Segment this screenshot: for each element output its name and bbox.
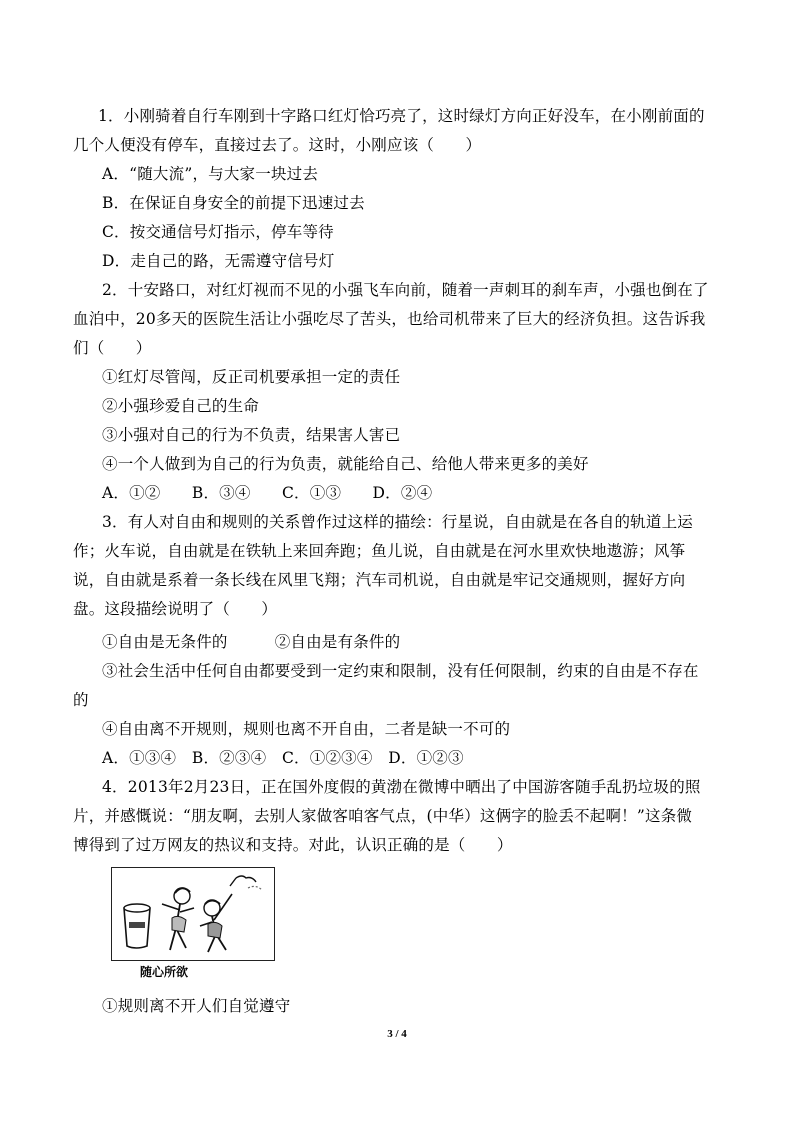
- figure-caption: 随心所欲: [139, 965, 188, 979]
- littering-cartoon-image: [112, 868, 274, 960]
- cartoon-figure: [111, 867, 275, 991]
- q3-statement-1-2: ①自由是无条件的 ②自由是有条件的: [102, 633, 401, 651]
- page-number: 3 / 4: [387, 1028, 407, 1040]
- q3-line-1: 3．有人对自由和规则的关系曾作过这样的描绘：行星说，自由就是在各自的轨道上运: [102, 513, 693, 531]
- q3-answer-options: A．①③④ B．②③④ C．①②③④ D．①②③: [102, 749, 464, 767]
- q2-statement-1: ①红灯尽管闯，反正司机要承担一定的责任: [102, 368, 401, 386]
- q1-option-d: D．走自己的路，无需遵守信号灯: [102, 252, 335, 270]
- q2-statement-2: ②小强珍爱自己的生命: [102, 397, 260, 415]
- q1-option-a: A．“随大流”，与大家一块过去: [102, 165, 319, 183]
- q4-statement-1: ①规则离不开人们自觉遵守: [102, 997, 291, 1015]
- q3-line-3: 说，自由就是系着一条长线在风里飞翔；汽车司机说，自由就是牢记交通规则，握好方向: [73, 571, 686, 589]
- q1-line-2: 几个人便没有停车，直接过去了。这时，小刚应该（ ）: [73, 136, 482, 154]
- q1-line-1: 1．小刚骑着自行车刚到十字路口红灯恰巧亮了，这时绿灯方向正好没车，在小刚前面的: [98, 107, 705, 125]
- q2-statement-3: ③小强对自己的行为不负责，结果害人害已: [102, 426, 401, 444]
- q1-option-c: C．按交通信号灯指示，停车等待: [102, 223, 334, 241]
- q4-line-3: 博得到了过万网友的热议和支持。对此，认识正确的是（ ）: [73, 836, 513, 854]
- q2-statement-4: ④一个人做到为自己的行为负责，就能给自己、给他人带来更多的美好: [102, 455, 589, 473]
- q3-line-2: 作；火车说，自由就是在铁轨上来回奔跑；鱼儿说，自由就是在河水里欢快地遨游；风筝: [73, 542, 686, 560]
- q2-line-3: 们（ ）: [73, 339, 152, 357]
- q2-answer-options: A．①② B．③④ C．①③ D．②④: [102, 484, 433, 502]
- q4-line-1: 4．2013年2月23日，正在国外度假的黄渤在微博中晒出了中国游客随手乱扔垃圾的照: [102, 778, 701, 796]
- q3-statement-3: ③社会生活中任何自由都要受到一定约束和限制，没有任何限制，约束的自由是不存在: [102, 662, 699, 680]
- cartoon-illustration: [111, 867, 275, 961]
- q4-line-2: 片，并感慨说：“朋友啊，去别人家做客咱客气点，(中华）这俩字的脸丢不起啊！”这条微: [73, 807, 693, 825]
- q2-line-2: 血泊中，20多天的医院生活让小强吃尽了苦头，也给司机带来了巨大的经济负担。这告诉我: [73, 310, 706, 328]
- q2-line-1: 2．十安路口，对红灯视而不见的小强飞车向前，随着一声刺耳的刹车声，小强也倒在了: [102, 281, 709, 299]
- q3-statement-4: ④自由离不开规则，规则也离不开自由，二者是缺一不可的: [102, 720, 511, 738]
- q1-option-b: B．在保证自身安全的前提下迅速过去: [102, 194, 365, 212]
- q3-statement-3-cont: 的: [73, 691, 89, 709]
- q3-line-4: 盘。这段描绘说明了（ ）: [73, 600, 278, 618]
